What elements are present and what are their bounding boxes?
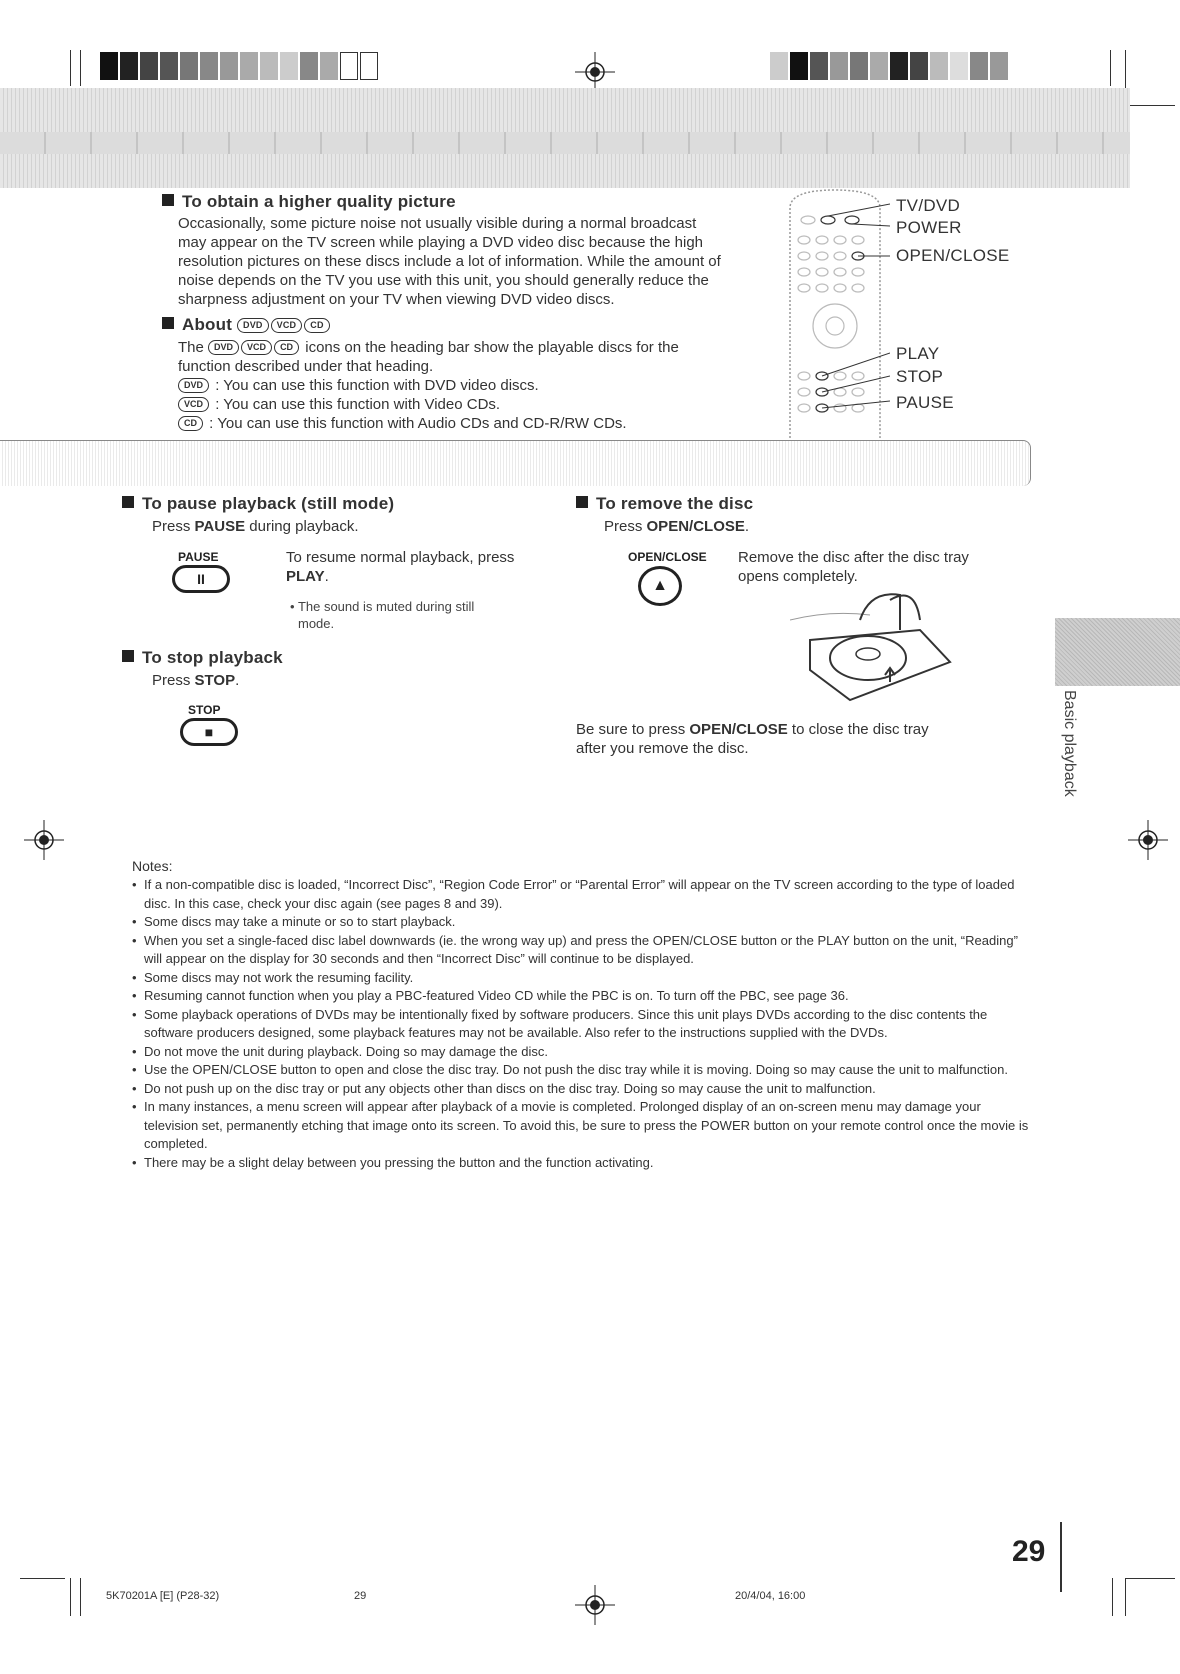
disc-badge: DVD	[237, 318, 269, 333]
side-tab-label: Basic playback	[1061, 690, 1078, 797]
crop-mark	[1110, 50, 1111, 86]
footer-date: 20/4/04, 16:00	[735, 1590, 806, 1602]
pause-resume-text: To resume normal playback, press PLAY.	[286, 549, 515, 585]
crop-mark	[20, 1578, 65, 1579]
pause-button-icon: II	[172, 565, 230, 593]
remove-description: Remove the disc after the disc tray opens completely.	[738, 549, 969, 585]
crop-mark	[70, 50, 71, 86]
note-item: • There may be a slight delay between you pressing the button and the function activating.	[132, 1154, 1032, 1173]
side-tab-band	[1055, 618, 1180, 686]
stop-button-icon: ■	[180, 718, 238, 746]
remote-label-power: POWER	[896, 218, 962, 237]
remote-label-tvdvd: TV/DVD	[896, 196, 961, 215]
remote-label-stop: STOP	[896, 367, 944, 386]
remove-closing-note: Be sure to press OPEN/CLOSE to close the disc tray after you remove the disc.	[576, 721, 929, 757]
note-item: • Some discs may not work the resuming facility.	[132, 969, 1032, 988]
notes-list	[132, 876, 1032, 1172]
pause-instruction: Press PAUSE during playback.	[152, 518, 359, 535]
remote-label-openclose: OPEN/CLOSE	[896, 246, 1010, 265]
note-item: • Do not move the unit during playback. Doing so may damage the disc.	[132, 1043, 1032, 1062]
section-heading: About DVD VCD CD	[162, 315, 332, 335]
pause-note: • The sound is muted during still mode.	[290, 599, 475, 631]
remote-control-illustration	[780, 188, 890, 438]
disc-tray-illustration	[790, 590, 960, 710]
crop-mark	[70, 1578, 71, 1616]
note-item: • Some playback operations of DVDs may be intentionally fixed by software producers. Since this unit plays DVDs according to the disc contents the software producers designed, some playback features may not be available. Also refer to the instructions supplied with the DVDs.	[132, 1006, 1032, 1043]
note-item: • If a non-compatible disc is loaded, “Incorrect Disc”, “Region Code Error” or “Parental Error” will appear on the TV screen according to the type of loaded disc. In this case, check your disc again (see pages 8 and 39).	[132, 876, 1032, 913]
registration-target-icon	[575, 1585, 615, 1625]
note-item: • In many instances, a menu screen will appear after playback of a movie is completed. Prolonged display of an on-screen menu may damage your television set, permanently etching that image onto its screen. To avoid this, be sure to press the POWER button on your remote control once the movie is completed.	[132, 1098, 1032, 1154]
crop-mark	[80, 1578, 81, 1616]
footer-page: 29	[354, 1590, 367, 1602]
page-number-rule	[1060, 1522, 1062, 1592]
disc-badge: VCD	[271, 318, 303, 333]
note-item: • Some discs may take a minute or so to start playback.	[132, 913, 1032, 932]
openclose-button-label: OPEN/CLOSE	[628, 550, 707, 564]
footer-code: 5K70201A [E] (P28-32)	[106, 1590, 220, 1602]
density-bar-left	[100, 52, 380, 80]
header-band-stripe	[0, 132, 1130, 154]
remove-heading: To remove the disc	[576, 494, 753, 514]
remote-label-play: PLAY	[896, 344, 940, 363]
registration-target-icon	[1128, 820, 1168, 860]
stop-button-label: STOP	[188, 703, 221, 717]
page-number: 29	[1012, 1535, 1046, 1568]
remote-label-pause: PAUSE	[896, 393, 954, 412]
crop-mark	[1112, 1578, 1113, 1616]
openclose-button-icon: ▲	[638, 566, 682, 606]
disc-badge: CD	[304, 318, 329, 333]
pause-heading: To pause playback (still mode)	[122, 494, 394, 514]
note-item: • Resuming cannot function when you play a PBC-featured Video CD while the PBC is on. To turn off the PBC, see page 36.	[132, 987, 1032, 1006]
registration-target-icon	[24, 820, 64, 860]
section-divider	[0, 440, 1031, 486]
stop-instruction: Press STOP.	[152, 672, 240, 689]
section-body: The DVD VCD CD icons on the heading bar show the playable discs for the function described under that heading. DVD : You can use this function with DVD video discs. VCD : You can use this function with Video CDs. CD : You can use this function with Audio CDs and CD-R/RW CDs.	[178, 339, 679, 432]
note-item: • When you set a single-faced disc label downwards (ie. the wrong way up) and press the OPEN/CLOSE button or the PLAY button on the unit, “Reading” will appear on the display for 30 seconds and then “Incorrect Disc” will continue to be displayed.	[132, 932, 1032, 969]
density-bar-right	[770, 52, 1010, 80]
registration-target-icon	[575, 52, 615, 92]
notes-title: Notes:	[132, 858, 173, 874]
crop-mark	[80, 50, 81, 86]
crop-mark	[1125, 1578, 1175, 1579]
section-body: Occasionally, some picture noise not usually visible during a normal broadcast may appear on the TV screen while playing a DVD video disc because the high resolution pictures on these discs include a lot of information. While the amount of noise depends on the TV you use with this unit, you should generally reduce the sharpness adjustment on your TV when viewing DVD video discs.	[178, 215, 721, 308]
stop-heading: To stop playback	[122, 648, 283, 668]
note-item: • Use the OPEN/CLOSE button to open and close the disc tray. Do not push the disc tray while it is moving. Doing so may cause the unit to malfunction.	[132, 1061, 1032, 1080]
crop-mark	[1125, 1578, 1126, 1616]
pause-button-label: PAUSE	[178, 550, 219, 564]
remove-instruction: Press OPEN/CLOSE.	[604, 518, 750, 535]
section-heading: To obtain a higher quality picture	[162, 192, 456, 212]
note-item: • Do not push up on the disc tray or put any objects other than discs on the disc tray. Doing so may cause the unit to malfunction.	[132, 1080, 1032, 1099]
crop-mark	[1125, 105, 1175, 106]
